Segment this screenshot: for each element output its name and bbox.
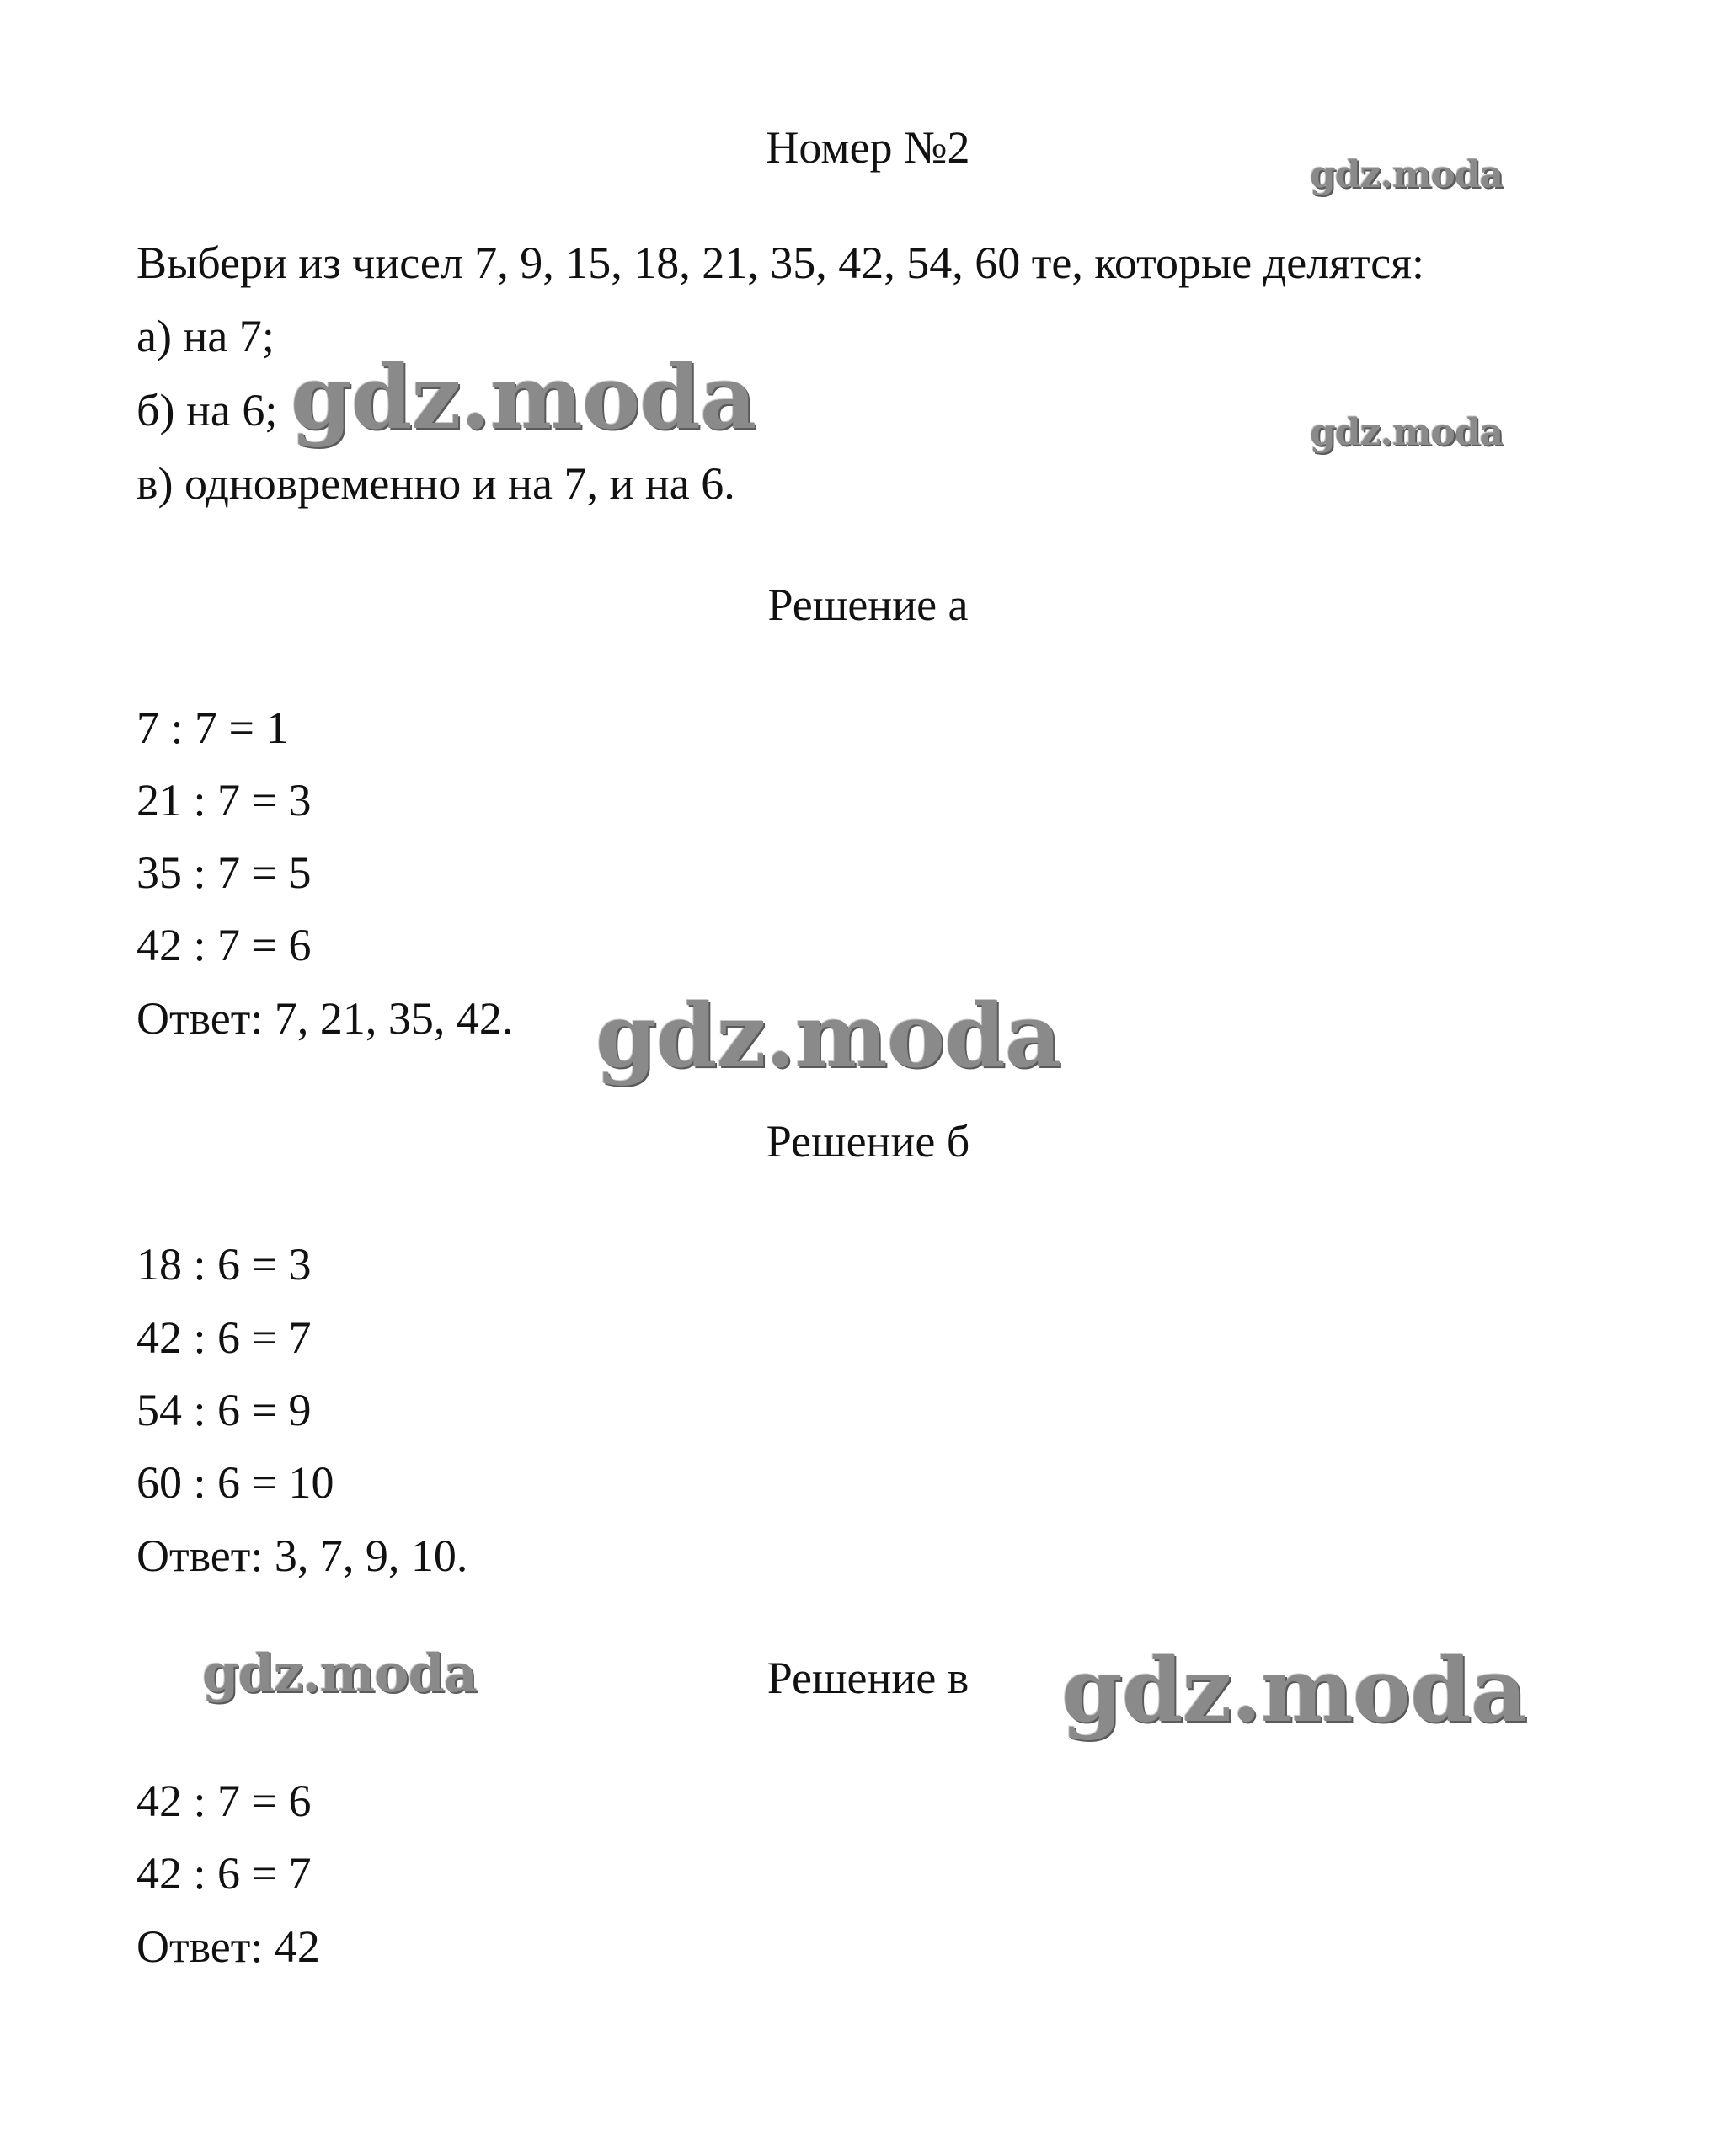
solution-b-line: 18 : 6 = 3: [136, 1239, 312, 1290]
solution-a-line: 42 : 7 = 6: [136, 920, 312, 970]
watermark-logo: gdz.moda: [1061, 1638, 1527, 1742]
solution-b-heading: Решение б: [766, 1116, 970, 1167]
watermark-logo: gdz.moda: [202, 1643, 477, 1704]
watermark-logo: gdz.moda: [1310, 411, 1504, 454]
solution-b-answer: Ответ: 3, 7, 9, 10.: [136, 1530, 468, 1581]
solution-a-answer: Ответ: 7, 21, 35, 42.: [136, 993, 514, 1044]
solution-c-line: 42 : 7 = 6: [136, 1776, 312, 1826]
solution-b-line: 42 : 6 = 7: [136, 1312, 312, 1363]
watermark-logo: gdz.moda: [291, 345, 756, 449]
solution-b-line: 60 : 6 = 10: [136, 1457, 334, 1508]
page-title: Номер №2: [766, 122, 970, 173]
solution-b-line: 54 : 6 = 9: [136, 1385, 312, 1435]
solution-c-answer: Ответ: 42: [136, 1921, 320, 1972]
task-item-a: а) на 7;: [136, 311, 275, 361]
solution-c-line: 42 : 6 = 7: [136, 1848, 312, 1899]
watermark-logo: gdz.moda: [596, 984, 1061, 1087]
task-item-b: б) на 6;: [136, 385, 278, 435]
solution-c-heading: Решение в: [767, 1653, 969, 1703]
solution-a-heading: Решение а: [767, 580, 969, 630]
watermark-logo: gdz.moda: [1310, 153, 1504, 196]
solution-a-line: 7 : 7 = 1: [136, 702, 289, 753]
solution-a-line: 21 : 7 = 3: [136, 775, 312, 825]
solution-a-line: 35 : 7 = 5: [136, 847, 312, 898]
task-item-c: в) одновременно и на 7, и на 6.: [136, 458, 735, 509]
task-statement: Выбери из чисел 7, 9, 15, 18, 21, 35, 42, 54, 60 те, которые делятся:: [136, 238, 1425, 288]
